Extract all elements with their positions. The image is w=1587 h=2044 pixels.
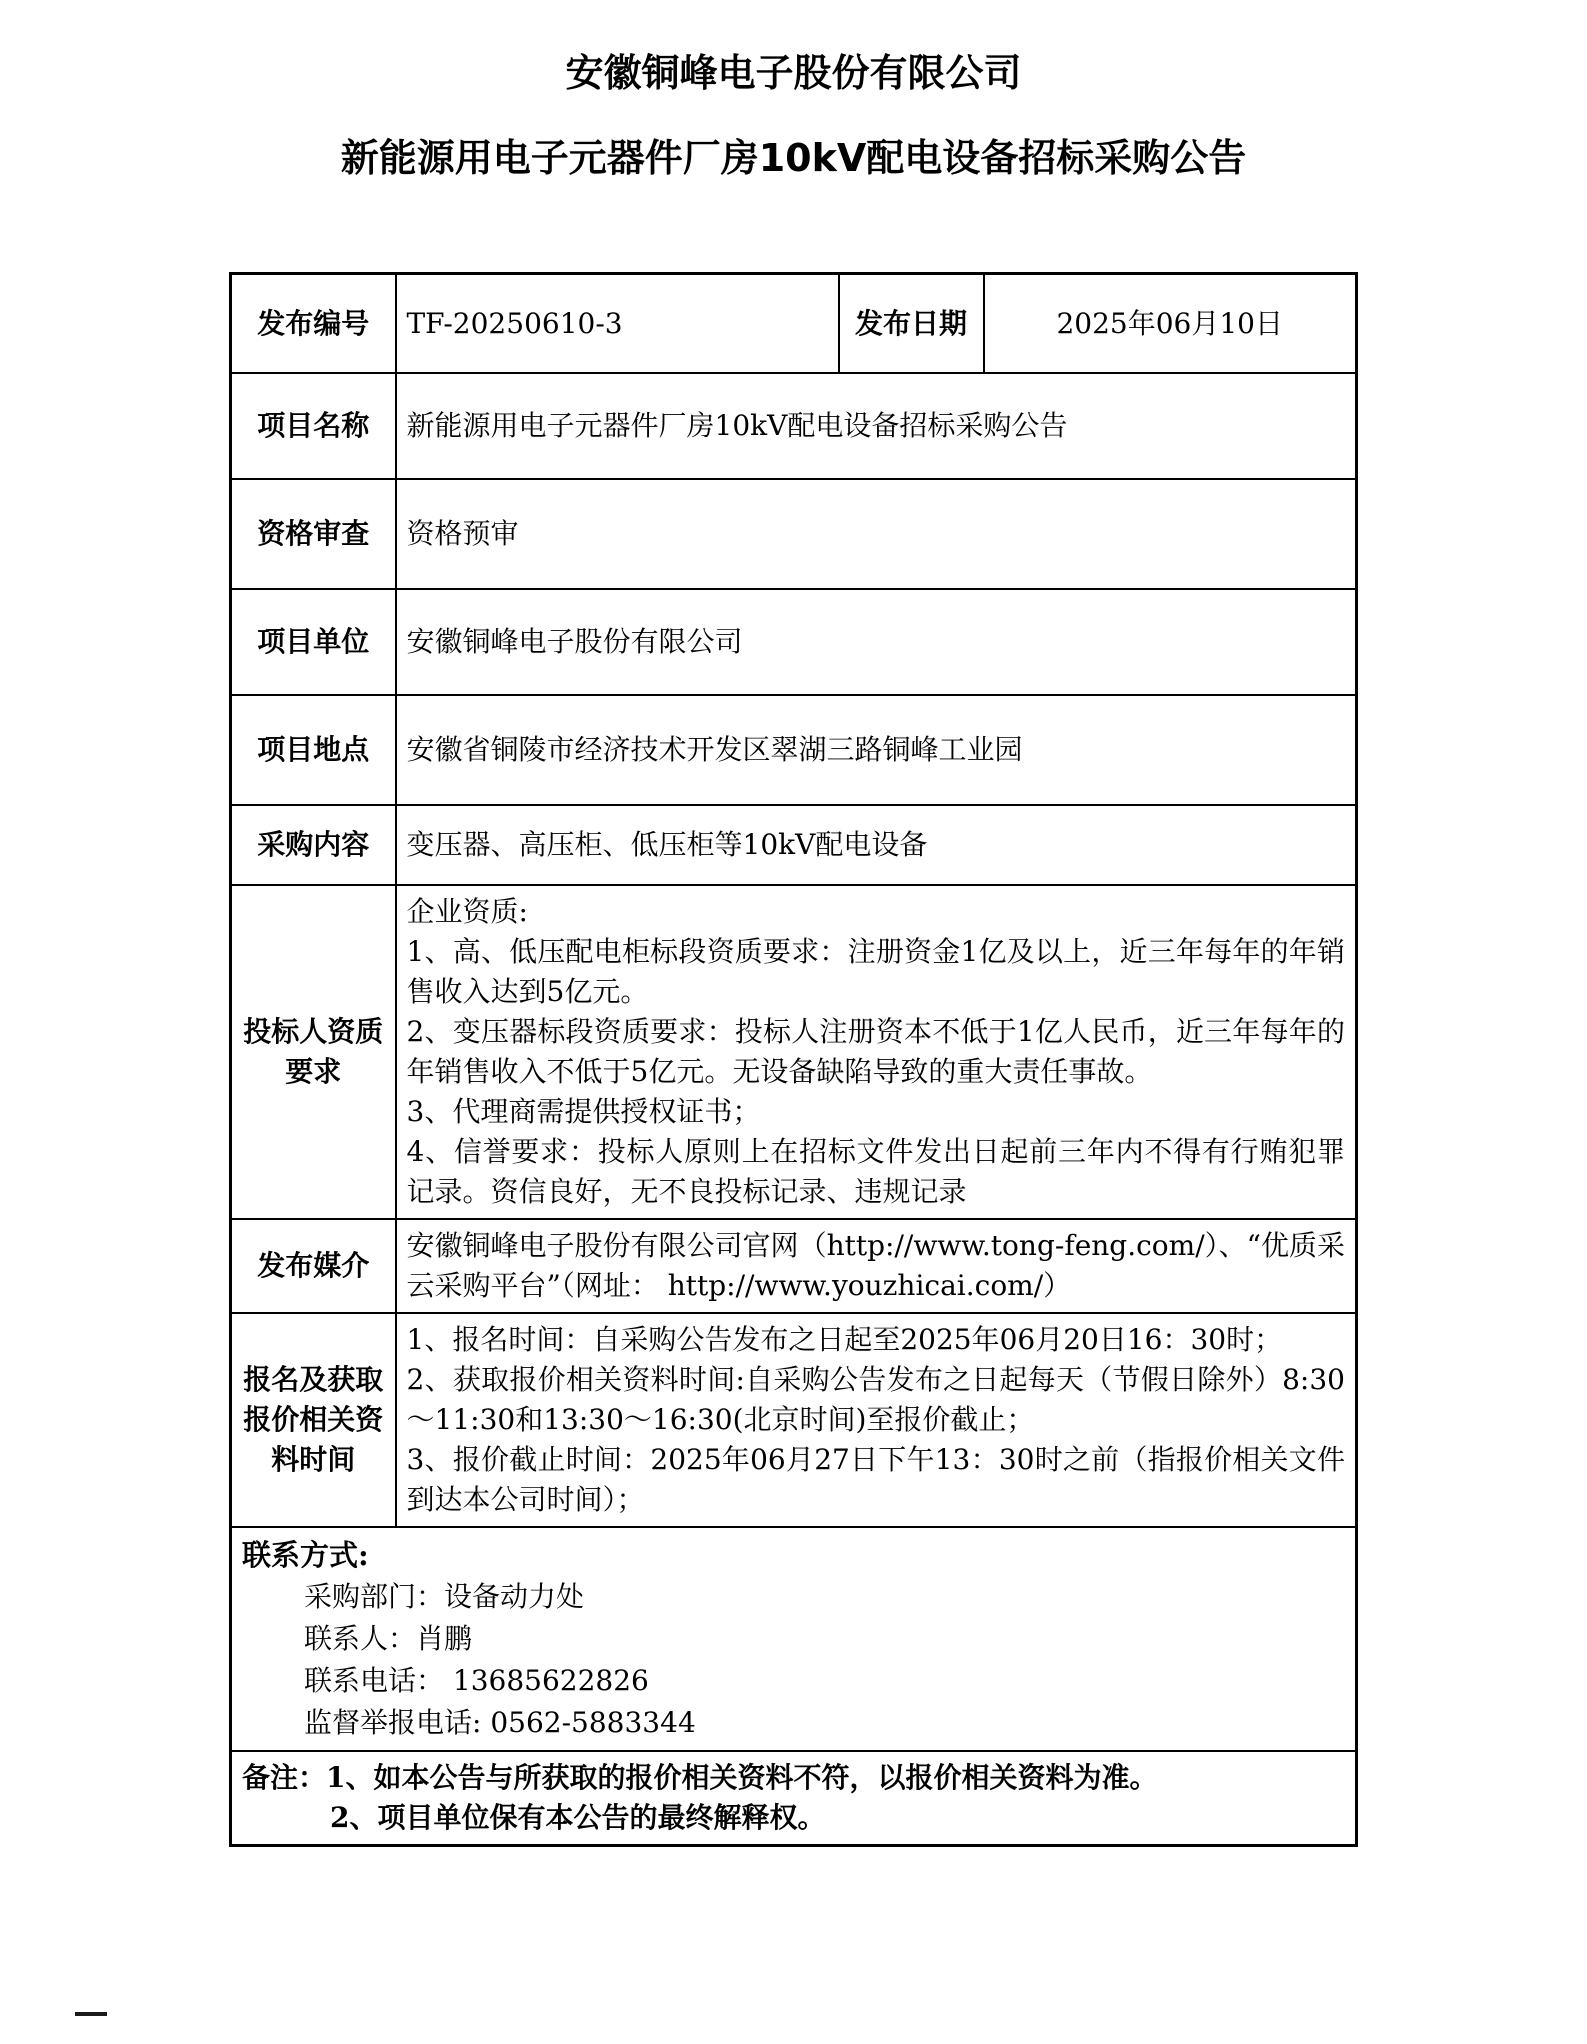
- project-location-value: 安徽省铜陵市经济技术开发区翠湖三路铜峰工业园: [396, 695, 1357, 805]
- contact-phone: 联系电话： 13685622826: [304, 1664, 649, 1697]
- announcement-title: 新能源用电子元器件厂房10kV配电设备招标采购公告: [340, 136, 1247, 180]
- qualification-line: 3、代理商需提供授权证书；: [406, 1095, 761, 1128]
- table-row-project-unit: [231, 589, 1357, 695]
- table-row-contact: [231, 1527, 1357, 1751]
- table-row-project-name: [231, 373, 1357, 479]
- project-name-value: 新能源用电子元器件厂房10kV配电设备招标采购公告: [396, 373, 1357, 479]
- project-unit-value: 安徽铜峰电子股份有限公司: [396, 589, 1357, 695]
- qualification-line: 企业资质:: [406, 895, 528, 928]
- table-row-remark: [231, 1751, 1357, 1846]
- contact-department: 采购部门：设备动力处: [304, 1580, 585, 1613]
- project-location-label: 项目地点: [231, 695, 396, 805]
- qualification-check-value: 资格预审: [396, 479, 1357, 589]
- table-row-registration-schedule: [231, 1313, 1357, 1527]
- table-row-publish-number: [231, 274, 1357, 374]
- project-name-label: 项目名称: [231, 373, 396, 479]
- remark-line-1: 备注：1、如本公告与所获取的报价相关资料不符，以报价相关资料为准。: [242, 1761, 1158, 1794]
- schedule-line: 2、获取报价相关资料时间:自采购公告发布之日起每天（节假日除外）8:30～11:30和13:30～16:30(北京时间)至报价截止；: [406, 1363, 1345, 1436]
- company-title: 安徽铜峰电子股份有限公司: [565, 51, 1022, 95]
- contact-heading: 联系方式:: [242, 1538, 369, 1572]
- table-row-publish-media: [231, 1219, 1357, 1313]
- schedule-line: 1、报名时间：自采购公告发布之日起至2025年06月20日16：30时；: [406, 1323, 1283, 1356]
- qualification-line: 1、高、低压配电柜标段资质要求：注册资金1亿及以上，近三年每年的年销售收入达到5亿元。: [406, 935, 1345, 1008]
- qualification-line: 2、变压器标段资质要求：投标人注册资本不低于1亿人民币，近三年每年的年销售收入不低于5亿元。无设备缺陷导致的重大责任事故。: [406, 1015, 1345, 1088]
- publish-date-label: 发布日期: [839, 274, 984, 374]
- registration-schedule-label: 报名及获取报价相关资料时间: [231, 1313, 396, 1527]
- announcement-table: [229, 272, 1358, 1847]
- publish-media-text: 安徽铜峰电子股份有限公司官网（http://www.tong-feng.com/）、“优质采云采购平台”（网址： http://www.youzhicai.com/）: [406, 1229, 1345, 1302]
- bidder-qualification-label: 投标人资质要求: [231, 885, 396, 1219]
- publish-number-value: TF-20250610-3: [396, 274, 839, 374]
- publish-media-label: 发布媒介: [231, 1219, 396, 1313]
- table-row-qualification-check: [231, 479, 1357, 589]
- remark-line-2: 2、项目单位保有本公告的最终解释权。: [330, 1801, 826, 1834]
- publish-number-label: 发布编号: [231, 274, 396, 374]
- bidder-qualification-value: [396, 885, 1357, 1219]
- publish-date-value: 2025年06月10日: [984, 274, 1357, 374]
- supervision-phone: 监督举报电话: 0562-5883344: [304, 1706, 696, 1739]
- footer-mark: [75, 2012, 107, 2016]
- contact-person: 联系人：肖鹏: [304, 1622, 473, 1655]
- table-row-procurement-content: [231, 805, 1357, 885]
- procurement-content-label: 采购内容: [231, 805, 396, 885]
- qualification-line: 4、信誉要求：投标人原则上在招标文件发出日起前三年内不得有行贿犯罪记录。资信良好，无不良投标记录、违规记录: [406, 1135, 1345, 1208]
- contact-cell: [231, 1527, 1357, 1751]
- publish-media-value: [396, 1219, 1357, 1313]
- qualification-check-label: 资格审查: [231, 479, 396, 589]
- table-row-bidder-qualification: [231, 885, 1357, 1219]
- table-row-project-location: [231, 695, 1357, 805]
- schedule-line: 3、报价截止时间：2025年06月27日下午13：30时之前（指报价相关文件到达本公司时间）；: [406, 1443, 1345, 1516]
- project-unit-label: 项目单位: [231, 589, 396, 695]
- registration-schedule-value: [396, 1313, 1357, 1527]
- procurement-content-value: 变压器、高压柜、低压柜等10kV配电设备: [396, 805, 1357, 885]
- remark-cell: [231, 1751, 1357, 1846]
